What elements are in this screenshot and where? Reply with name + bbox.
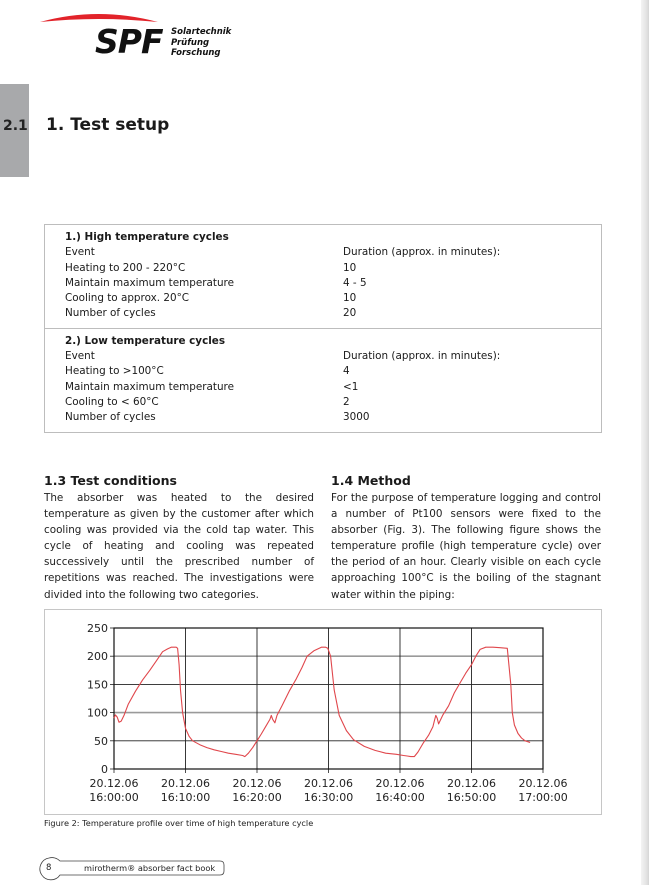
table-block-heading: 1.) High temperature cycles <box>65 231 229 243</box>
table-block <box>45 225 601 328</box>
x-tick-label-time: 17:00:00 <box>518 791 568 804</box>
page-number: 8 <box>46 863 52 873</box>
table-cell-duration: Duration (approx. in minutes): <box>343 246 501 259</box>
table-cell-duration: 2 <box>343 395 350 408</box>
table-cell-duration: 20 <box>343 307 357 320</box>
table-header-row <box>65 349 601 364</box>
x-tick-label-date: 20.12.06 <box>232 777 282 790</box>
logo-line: Solartechnik <box>171 27 232 37</box>
table-cell-duration: <1 <box>343 380 359 393</box>
table-cell-duration: Duration (approx. in minutes): <box>343 350 501 363</box>
table-cell-event: Number of cycles <box>65 307 156 320</box>
table-row <box>65 380 601 395</box>
table-cell-duration: 4 <box>343 365 350 378</box>
logo-line: Forschung <box>171 48 221 58</box>
table-cell-duration: 10 <box>343 292 357 305</box>
book-title: mirotherm® absorber fact book <box>84 863 216 873</box>
page-title: 1. Test setup <box>46 115 170 135</box>
x-tick-label-date: 20.12.06 <box>89 777 139 790</box>
table-cell-event: Cooling to approx. 20°C <box>65 292 190 305</box>
spf-logo <box>38 10 238 60</box>
y-tick-label: 250 <box>87 622 108 635</box>
table-cell-event: Number of cycles <box>65 411 156 424</box>
test-conditions-heading: 1.3 Test conditions <box>44 473 177 488</box>
table-cell-event: Heating to 200 - 220°C <box>65 261 186 274</box>
table-row <box>65 395 601 410</box>
temperature-series-line <box>114 647 530 756</box>
x-tick-label-time: 16:10:00 <box>160 791 211 804</box>
test-conditions-section <box>44 473 314 603</box>
table-row <box>65 364 601 379</box>
table-cell-event: Maintain maximum temperature <box>65 276 234 289</box>
page-edge-shadow <box>641 0 649 885</box>
method-section <box>331 473 601 603</box>
logo-tagline <box>171 27 231 59</box>
x-tick-label-time: 16:40:00 <box>375 791 425 804</box>
table-row <box>65 306 601 321</box>
table-cell-duration: 4 - 5 <box>343 276 367 289</box>
logo-brand: SPF <box>95 22 163 61</box>
table-row <box>65 410 601 425</box>
table-block-heading: 2.) Low temperature cycles <box>65 334 226 347</box>
table-row <box>65 276 601 291</box>
y-tick-label: 0 <box>101 763 108 776</box>
x-tick-label-time: 16:30:00 <box>303 791 354 804</box>
test-conditions-body: The absorber was heated to the desired temperature as given by the customer after which cooling was provided via the cold tap water. This cycle of heating and cooling was repeated successively until the prescribed number of repetitions was reached. The investigations were divided into the following two categories. <box>44 492 314 601</box>
method-body: For the purpose of temperature logging and control a number of Pt100 sensors were fixed to the absorber (Fig. 3). The following figure shows the temperature profile (high temperature cycle) over the period of an hour. Clearly visible on each cycle approaching 100°C is the boiling of the stagnant water within the piping: <box>331 492 601 601</box>
table-cell-event: Cooling to < 60°C <box>65 395 159 408</box>
y-tick-label: 50 <box>94 734 108 748</box>
x-tick-label-date: 20.12.06 <box>518 777 568 790</box>
table-row <box>65 261 601 276</box>
x-tick-label-date: 20.12.06 <box>375 777 425 790</box>
table-cell-event: Event <box>65 350 95 363</box>
y-tick-label: 100 <box>87 706 108 720</box>
table-cell-event: Maintain maximum temperature <box>65 380 234 393</box>
table-header-row <box>65 245 601 260</box>
table-cell-duration: 3000 <box>343 411 370 424</box>
x-tick-label-time: 16:00:00 <box>89 791 139 804</box>
x-tick-label-time: 16:20:00 <box>232 791 282 804</box>
test-cycles-table <box>44 224 602 433</box>
table-block <box>45 328 601 432</box>
y-tick-label: 200 <box>87 650 108 664</box>
temperature-chart <box>45 610 601 814</box>
y-tick-label: 150 <box>87 678 108 692</box>
figure-caption: Figure 2: Temperature profile over time of high temperature cycle <box>44 818 314 828</box>
temperature-chart-figure <box>44 609 602 815</box>
x-tick-label-date: 20.12.06 <box>304 777 353 790</box>
table-cell-event: Heating to >100°C <box>65 365 164 378</box>
method-heading: 1.4 Method <box>331 473 411 488</box>
x-tick-label-time: 16:50:00 <box>446 791 497 804</box>
table-cell-duration: 10 <box>343 261 357 274</box>
logo-line: Prüfung <box>171 37 210 48</box>
x-tick-label-date: 20.12.06 <box>161 777 210 790</box>
section-number: 2.1 <box>3 118 28 134</box>
table-cell-event: Event <box>65 246 95 259</box>
table-row <box>65 291 601 306</box>
x-tick-label-date: 20.12.06 <box>447 777 496 790</box>
